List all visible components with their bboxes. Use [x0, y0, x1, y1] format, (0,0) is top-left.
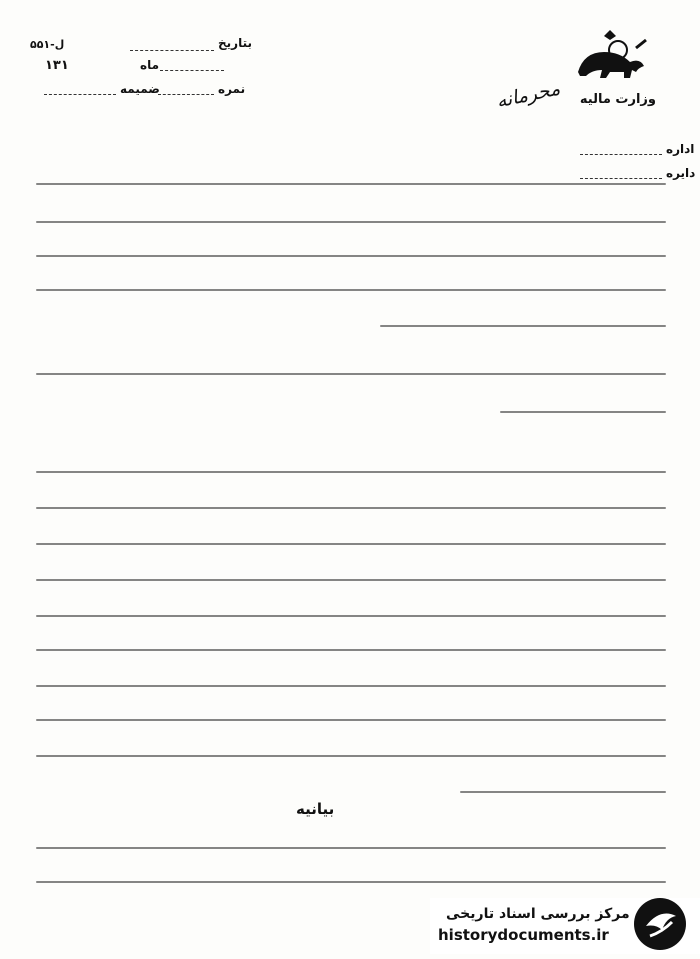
watermark-org: مرکز بررسی اسناد تاریخی	[446, 906, 630, 922]
statement-heading: بيانيه	[296, 800, 335, 818]
division-label: دايره	[666, 166, 696, 180]
date-line	[130, 50, 214, 51]
confidential-mark: محرمانه	[494, 77, 562, 113]
handwritten-line	[36, 280, 666, 306]
month-line	[160, 70, 224, 71]
handwritten-line	[36, 534, 666, 560]
archive-logo-icon	[632, 896, 688, 952]
attachment-label: ضميمه	[120, 82, 160, 96]
handwritten-line	[36, 640, 666, 666]
handwritten-line	[36, 746, 666, 772]
lion-and-sun-emblem-icon	[570, 28, 650, 86]
handwritten-line	[36, 872, 666, 898]
watermark-url: historydocuments.ir	[438, 926, 609, 944]
number-line	[158, 94, 214, 95]
handwritten-line	[36, 606, 666, 632]
number-label: نمره	[218, 82, 246, 96]
handwritten-line	[36, 838, 666, 864]
date-label: بتاريخ	[218, 36, 252, 50]
office-label: اداره	[666, 142, 695, 156]
handwritten-line	[36, 710, 666, 736]
document-number: ل-۵۵۱	[30, 38, 65, 51]
handwritten-line	[460, 782, 666, 808]
office-line	[580, 154, 662, 155]
handwritten-line	[36, 212, 666, 238]
year-value: ۱۳۱	[45, 58, 69, 73]
handwritten-line	[36, 676, 666, 702]
handwritten-line	[36, 498, 666, 524]
handwritten-line	[36, 570, 666, 596]
handwritten-line	[36, 462, 666, 488]
ministry-title: وزارت ماليه	[579, 92, 656, 107]
handwritten-line	[380, 316, 666, 342]
handwritten-line	[36, 174, 666, 200]
attachment-line	[44, 94, 116, 95]
month-label: ماه	[140, 58, 160, 72]
handwritten-line	[36, 364, 666, 390]
handwritten-line	[500, 402, 666, 428]
handwritten-line	[36, 246, 666, 272]
